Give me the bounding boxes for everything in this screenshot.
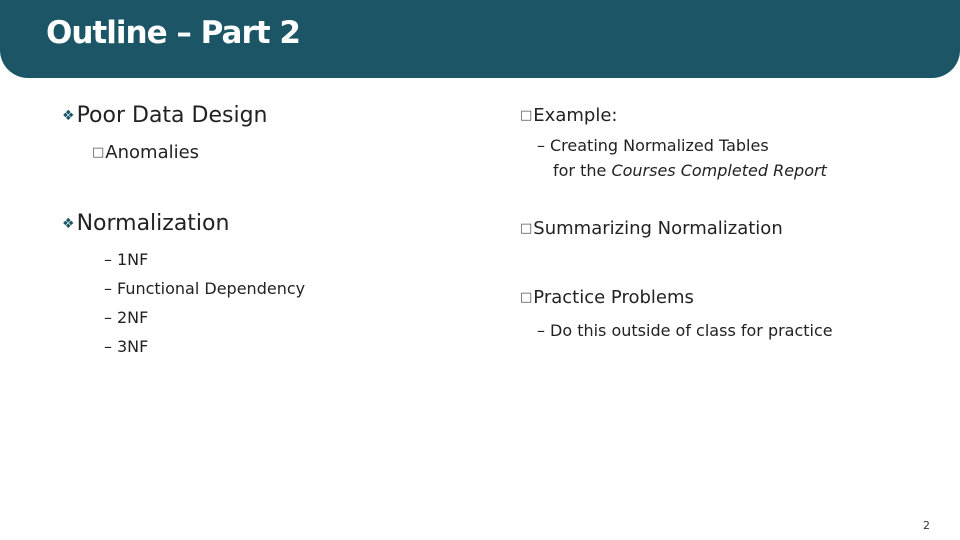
title-bar <box>0 0 960 78</box>
sub-bullet-text: 2NF <box>117 308 149 327</box>
sub-bullet-text: Do this outside of class for practice <box>550 321 833 340</box>
bullet-text: Practice Problems <box>533 287 694 308</box>
dash-bullet-icon: – <box>104 250 112 269</box>
report-name: Courses Completed Report <box>611 161 827 180</box>
sub-bullet-text: 3NF <box>117 337 149 356</box>
bullet-practice <box>520 287 694 309</box>
square-bullet-icon: □ <box>520 290 533 305</box>
bullet-text: Summarizing Normalization <box>533 218 783 239</box>
sub-bullet-2nf <box>104 308 148 327</box>
sub-bullet-text-prefix: for the <box>553 161 612 180</box>
square-bullet-icon: □ <box>92 145 105 160</box>
bullet-anomalies <box>92 142 199 164</box>
bullet-text: Normalization <box>76 211 230 236</box>
dash-bullet-icon: – <box>537 321 545 340</box>
dash-bullet-icon: – <box>537 136 545 155</box>
diamond-bullet-icon: ❖ <box>62 108 75 124</box>
sub-bullet-1nf <box>104 250 148 269</box>
square-bullet-icon: □ <box>520 221 533 236</box>
bullet-text: Poor Data Design <box>76 103 268 128</box>
bullet-text: Anomalies <box>105 142 200 163</box>
dash-bullet-icon: – <box>104 308 112 327</box>
sub-bullet-practice-note <box>537 321 833 340</box>
dash-bullet-icon: – <box>104 279 112 298</box>
bullet-normalization <box>62 211 229 237</box>
bullet-example <box>520 105 617 127</box>
bullet-poor-data-design <box>62 103 267 129</box>
diamond-bullet-icon: ❖ <box>62 216 75 232</box>
page-number: 2 <box>923 519 930 532</box>
sub-bullet-text: Creating Normalized Tables <box>550 136 769 155</box>
sub-bullet-text: 1NF <box>117 250 149 269</box>
sub-bullet-3nf <box>104 337 148 356</box>
dash-bullet-icon: – <box>104 337 112 356</box>
bullet-text: Example: <box>533 105 618 126</box>
sub-bullet-creating-tables <box>537 136 769 155</box>
square-bullet-icon: □ <box>520 108 533 123</box>
slide-title: Outline – Part 2 <box>46 15 300 51</box>
bullet-summarizing <box>520 218 783 240</box>
sub-bullet-functional-dependency <box>104 279 305 298</box>
sub-bullet-text: Functional Dependency <box>117 279 306 298</box>
sub-bullet-continuation <box>553 161 827 180</box>
